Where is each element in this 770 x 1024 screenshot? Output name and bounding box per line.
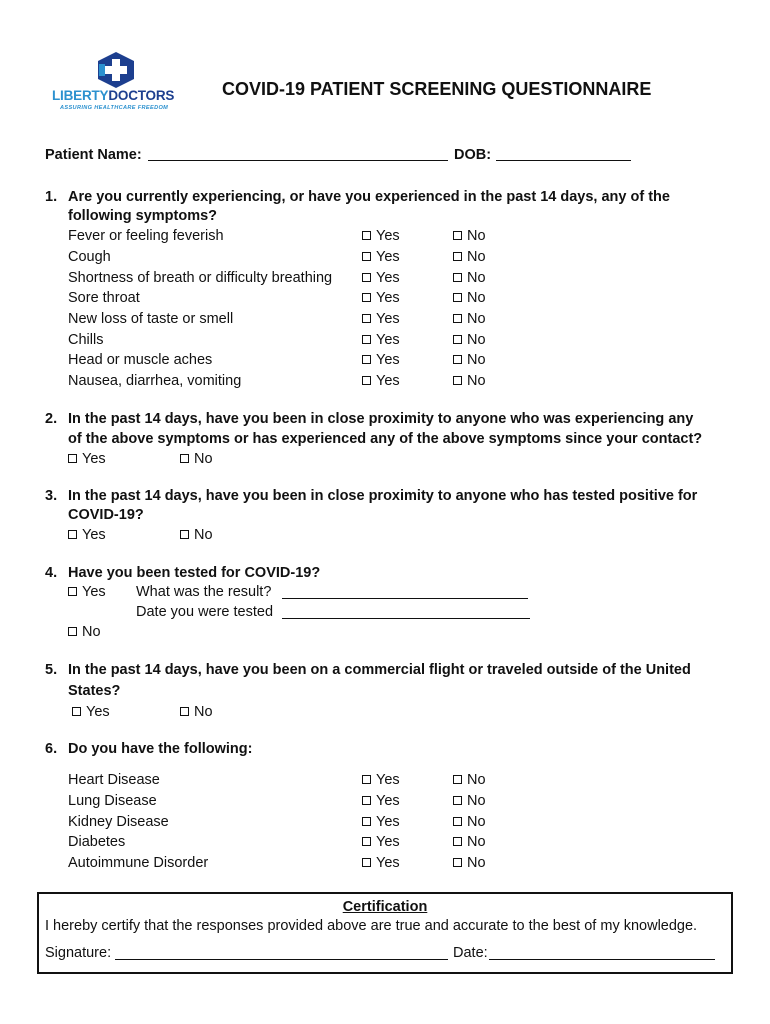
q2-text-line2: of the above symptoms or has experienced any of the above symptoms since your contact? (68, 431, 703, 447)
condition-label: Kidney Disease (68, 814, 169, 830)
yes-label: Yes (376, 855, 400, 871)
q2-text-line1: In the past 14 days, have you been in close proximity to anyone who was experiencing any (68, 411, 694, 427)
yes-label: Yes (376, 772, 400, 788)
symptom-yes-checkbox[interactable] (362, 249, 400, 265)
no-label: No (194, 527, 213, 543)
checkbox-icon (72, 707, 81, 716)
no-label: No (467, 793, 486, 809)
checkbox-icon (362, 775, 371, 784)
checkbox-icon (180, 707, 189, 716)
condition-yes-checkbox[interactable] (362, 834, 400, 850)
symptom-no-checkbox[interactable] (453, 228, 486, 244)
q1-number: 1. (45, 189, 58, 205)
condition-no-checkbox[interactable] (453, 855, 486, 871)
symptom-label: Shortness of breath or difficulty breathing (68, 270, 333, 286)
q4-date-label: Date you were tested (136, 604, 274, 620)
condition-label: Heart Disease (68, 772, 160, 788)
no-label: No (467, 834, 486, 850)
symptom-label: Nausea, diarrhea, vomiting (68, 373, 242, 389)
certification-heading: Certification (342, 899, 428, 915)
checkbox-icon (68, 627, 77, 636)
condition-yes-checkbox[interactable] (362, 855, 400, 871)
certification-box (37, 892, 733, 974)
yes-label: Yes (376, 249, 400, 265)
q3-text-line1: In the past 14 days, have you been in close proximity to anyone who has tested positive for (68, 488, 698, 504)
q5-number: 5. (45, 662, 58, 678)
symptom-no-checkbox[interactable] (453, 352, 486, 368)
yes-label: Yes (376, 332, 400, 348)
q6-text-line1: Do you have the following: (68, 741, 253, 757)
checkbox-icon (362, 335, 371, 344)
yes-label: Yes (82, 584, 106, 600)
q1-text-line1: Are you currently experiencing, or have you experienced in the past 14 days, any of the (68, 189, 670, 205)
q2-no-checkbox[interactable] (180, 451, 213, 467)
checkbox-icon (362, 817, 371, 826)
symptom-yes-checkbox[interactable] (362, 311, 400, 327)
dob-field[interactable] (496, 160, 631, 161)
checkbox-icon (362, 293, 371, 302)
checkbox-icon (180, 530, 189, 539)
no-label: No (467, 332, 486, 348)
checkbox-icon (362, 837, 371, 846)
checkbox-icon (453, 252, 462, 261)
no-label: No (82, 624, 101, 640)
symptom-no-checkbox[interactable] (453, 311, 486, 327)
checkbox-icon (453, 817, 462, 826)
symptom-no-checkbox[interactable] (453, 249, 486, 265)
condition-no-checkbox[interactable] (453, 834, 486, 850)
q1-text-line2: following symptoms? (68, 208, 218, 224)
checkbox-icon (453, 314, 462, 323)
checkbox-icon (362, 231, 371, 240)
no-label: No (467, 228, 486, 244)
no-label: No (467, 814, 486, 830)
yes-label: Yes (376, 311, 400, 327)
checkbox-icon (453, 273, 462, 282)
medical-cross-icon (96, 52, 136, 88)
checkbox-icon (362, 376, 371, 385)
condition-no-checkbox[interactable] (453, 793, 486, 809)
condition-label: Lung Disease (68, 793, 157, 809)
symptom-label: Sore throat (68, 290, 140, 306)
yes-label: Yes (82, 527, 106, 543)
no-label: No (467, 249, 486, 265)
checkbox-icon (180, 454, 189, 463)
certification-date-label: Date: (453, 945, 488, 961)
liberty-doctors-logo (52, 52, 182, 116)
checkbox-icon (453, 796, 462, 805)
certification-date-field[interactable] (489, 959, 715, 960)
q2-number: 2. (45, 411, 58, 427)
symptom-label: Cough (68, 249, 111, 265)
symptom-no-checkbox[interactable] (453, 332, 486, 348)
q6-number: 6. (45, 741, 58, 757)
checkbox-icon (362, 273, 371, 282)
checkbox-icon (362, 355, 371, 364)
patient-name-label: Patient Name: (45, 147, 142, 163)
symptom-yes-checkbox[interactable] (362, 270, 400, 286)
symptom-yes-checkbox[interactable] (362, 332, 400, 348)
certification-statement: I hereby certify that the responses provided above are true and accurate to the best of my knowledge. (45, 918, 698, 934)
checkbox-icon (68, 454, 77, 463)
symptom-label: Head or muscle aches (68, 352, 213, 368)
symptom-yes-checkbox[interactable] (362, 228, 400, 244)
checkbox-icon (362, 252, 371, 261)
checkbox-icon (453, 858, 462, 867)
no-label: No (467, 373, 486, 389)
yes-label: Yes (376, 793, 400, 809)
condition-yes-checkbox[interactable] (362, 814, 400, 830)
checkbox-icon (362, 314, 371, 323)
symptom-no-checkbox[interactable] (453, 373, 486, 389)
symptom-label: Chills (68, 332, 104, 348)
condition-yes-checkbox[interactable] (362, 793, 400, 809)
yes-label: Yes (82, 451, 106, 467)
checkbox-icon (453, 376, 462, 385)
yes-label: Yes (376, 270, 400, 286)
no-label: No (467, 352, 486, 368)
yes-label: Yes (376, 352, 400, 368)
q4-result-label: What was the result? (136, 584, 272, 600)
checkbox-icon (453, 355, 462, 364)
condition-no-checkbox[interactable] (453, 814, 486, 830)
q4-number: 4. (45, 565, 58, 581)
patient-name-field[interactable] (148, 160, 448, 161)
condition-label: Diabetes (68, 834, 126, 850)
no-label: No (467, 270, 486, 286)
q2-yes-checkbox[interactable] (68, 451, 106, 467)
no-label: No (467, 290, 486, 306)
checkbox-icon (453, 775, 462, 784)
q4-date-field[interactable] (282, 618, 530, 619)
condition-label: Autoimmune Disorder (68, 855, 209, 871)
no-label: No (194, 704, 213, 720)
q3-no-checkbox[interactable] (180, 527, 213, 543)
q4-yes-checkbox[interactable] (68, 584, 106, 600)
condition-no-checkbox[interactable] (453, 772, 486, 788)
symptom-label: Fever or feeling feverish (68, 228, 224, 244)
logo-word-doctors: DOCTORS (108, 88, 175, 103)
q4-result-field[interactable] (282, 598, 528, 599)
no-label: No (194, 451, 213, 467)
q4-no-checkbox[interactable] (68, 624, 101, 640)
q5-text-line1: In the past 14 days, have you been on a commercial flight or traveled outside of the United (68, 662, 691, 678)
yes-label: Yes (376, 814, 400, 830)
q5-no-checkbox[interactable] (180, 704, 213, 720)
checkbox-icon (453, 335, 462, 344)
checkbox-icon (68, 530, 77, 539)
logo-word-liberty: LIBERTY (52, 88, 109, 103)
q3-text-line2: COVID-19? (68, 507, 144, 523)
checkbox-icon (453, 837, 462, 846)
checkbox-icon (362, 796, 371, 805)
yes-label: Yes (376, 228, 400, 244)
checkbox-icon (68, 587, 77, 596)
yes-label: Yes (376, 290, 400, 306)
checkbox-icon (453, 293, 462, 302)
symptom-yes-checkbox[interactable] (362, 373, 400, 389)
symptom-yes-checkbox[interactable] (362, 290, 400, 306)
symptom-no-checkbox[interactable] (453, 290, 486, 306)
page-title: COVID-19 PATIENT SCREENING QUESTIONNAIRE (222, 79, 652, 99)
symptom-no-checkbox[interactable] (453, 270, 486, 286)
condition-yes-checkbox[interactable] (362, 772, 400, 788)
no-label: No (467, 855, 486, 871)
yes-label: Yes (86, 704, 110, 720)
logo-tagline: ASSURING HEALTHCARE FREEDOM (60, 105, 169, 111)
yes-label: Yes (376, 834, 400, 850)
yes-label: Yes (376, 373, 400, 389)
q4-text-line1: Have you been tested for COVID-19? (68, 565, 321, 581)
checkbox-icon (453, 231, 462, 240)
q3-number: 3. (45, 488, 58, 504)
symptom-label: New loss of taste or smell (68, 311, 234, 327)
signature-field[interactable] (115, 959, 448, 960)
signature-label: Signature: (45, 945, 112, 961)
q5-text-line2: States? (68, 683, 121, 699)
dob-label: DOB: (454, 147, 492, 163)
q3-yes-checkbox[interactable] (68, 527, 106, 543)
q5-yes-checkbox[interactable] (72, 704, 110, 720)
symptom-yes-checkbox[interactable] (362, 352, 400, 368)
no-label: No (467, 311, 486, 327)
no-label: No (467, 772, 486, 788)
checkbox-icon (362, 858, 371, 867)
